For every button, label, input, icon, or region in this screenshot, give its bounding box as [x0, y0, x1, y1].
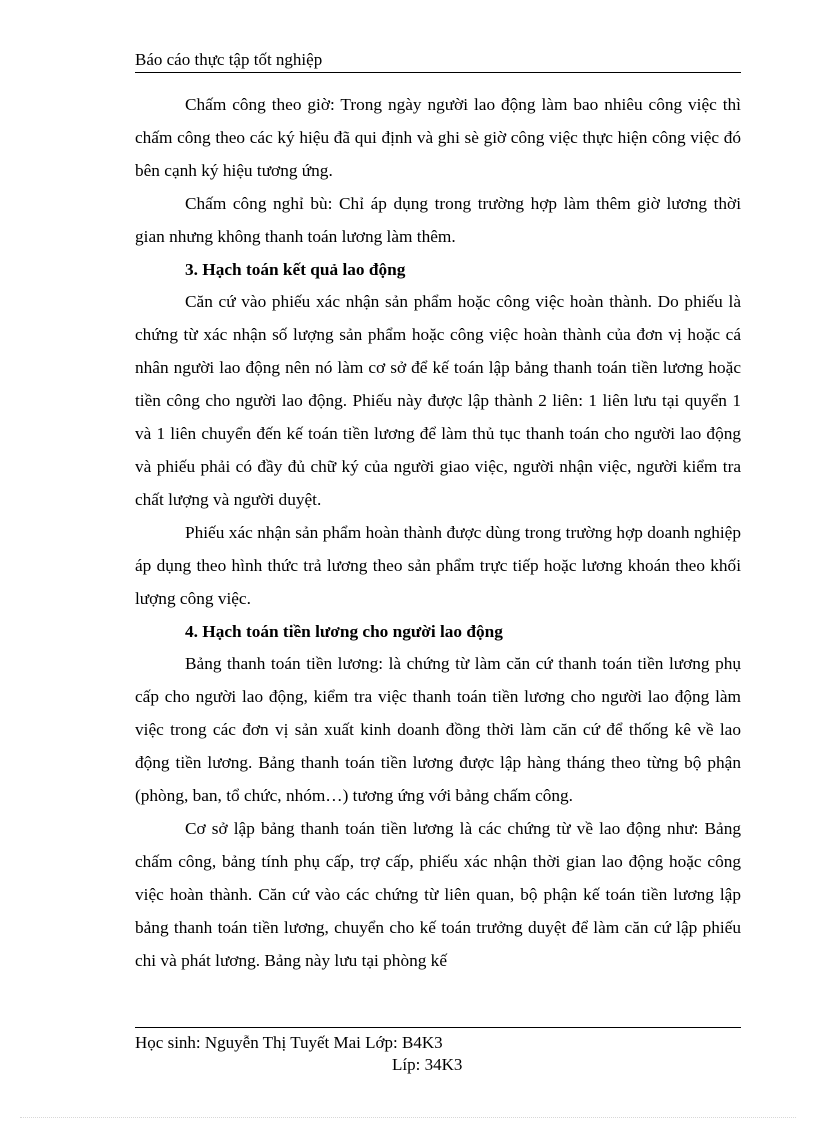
- page-bottom-edge: [20, 1117, 796, 1118]
- footer-divider: [135, 1027, 741, 1028]
- paragraph-hourly-timekeeping: Chấm công theo giờ: Trong ngày người lao động làm bao nhiêu công việc thì chấm công theo các ký hiệu đã qui định và ghi sè giờ công việc thực hiện công việc đó bên cạnh ký hiệu tương ứng.: [135, 95, 741, 180]
- footer-class-info: Líp: 34K3: [392, 1055, 463, 1074]
- document-body: [135, 89, 741, 977]
- paragraph-payroll-sheet: Bảng thanh toán tiền lương: là chứng từ làm căn cứ thanh toán tiền lương phụ cấp cho người lao động, kiểm tra việc thanh toán tiền lương cho người lao động làm việc trong các đơn vị sản xuất kinh doanh đồng thời làm căn cứ để thống kê về lao động tiền lương. Bảng thanh toán tiền lương được lập hàng tháng theo từng bộ phận (phòng, ban, tổ chức, nhóm…) tương ứng với bảng chấm công.: [135, 654, 741, 806]
- footer-student-info: Học sinh: Nguyễn Thị Tuyết Mai Lớp: B4K3: [135, 1033, 443, 1052]
- section-heading-4: 4. Hạch toán tiền lương cho người lao động: [185, 621, 503, 641]
- paragraph-payroll-basis: Cơ sở lập bảng thanh toán tiền lương là các chứng từ về lao động như: Bảng chấm công, bảng tính phụ cấp, trợ cấp, phiếu xác nhận thời gian lao động hoặc công việc hoàn thành. Căn cứ vào các chứng từ liên quan, bộ phận kế toán tiền lương lập bảng thanh toán tiền lương, chuyển cho kế toán trưởng duyệt để làm căn cứ lập phiếu chi và phát lương. Bảng này lưu tại phòng kế: [135, 818, 741, 970]
- page-header: Báo cáo thực tập tốt nghiệp: [135, 50, 741, 73]
- paragraph-slip-usage: Phiếu xác nhận sản phẩm hoàn thành được dùng trong trường hợp doanh nghiệp áp dụng theo hình thức trả lương theo sản phẩm trực tiếp hoặc lương khoán theo khối lượng công việc.: [135, 522, 741, 608]
- section-heading-3: 3. Hạch toán kết quả lao động: [185, 259, 406, 279]
- paragraph-compensatory-leave: Chấm công nghỉ bù: Chỉ áp dụng trong trường hợp làm thêm giờ lương thời gian nhưng không thanh toán lương làm thêm.: [135, 193, 741, 246]
- paragraph-completion-slip: Căn cứ vào phiếu xác nhận sản phẩm hoặc công việc hoàn thành. Do phiếu là chứng từ xác nhận số lượng sản phẩm hoặc công việc hoàn thành của đơn vị hoặc cá nhân người lao động nên nó làm cơ sở để kế toán lập bảng thanh toán tiền lương hoặc tiền công cho người lao động. Phiếu này được lập thành 2 liên: 1 liên lưu tại quyển 1 và 1 liên chuyển đến kế toán tiền lương để làm thủ tục thanh toán cho người lao động và phiếu phải có đầy đủ chữ ký của người giao việc, người nhận việc, người kiểm tra chất lượng và người duyệt.: [135, 292, 741, 509]
